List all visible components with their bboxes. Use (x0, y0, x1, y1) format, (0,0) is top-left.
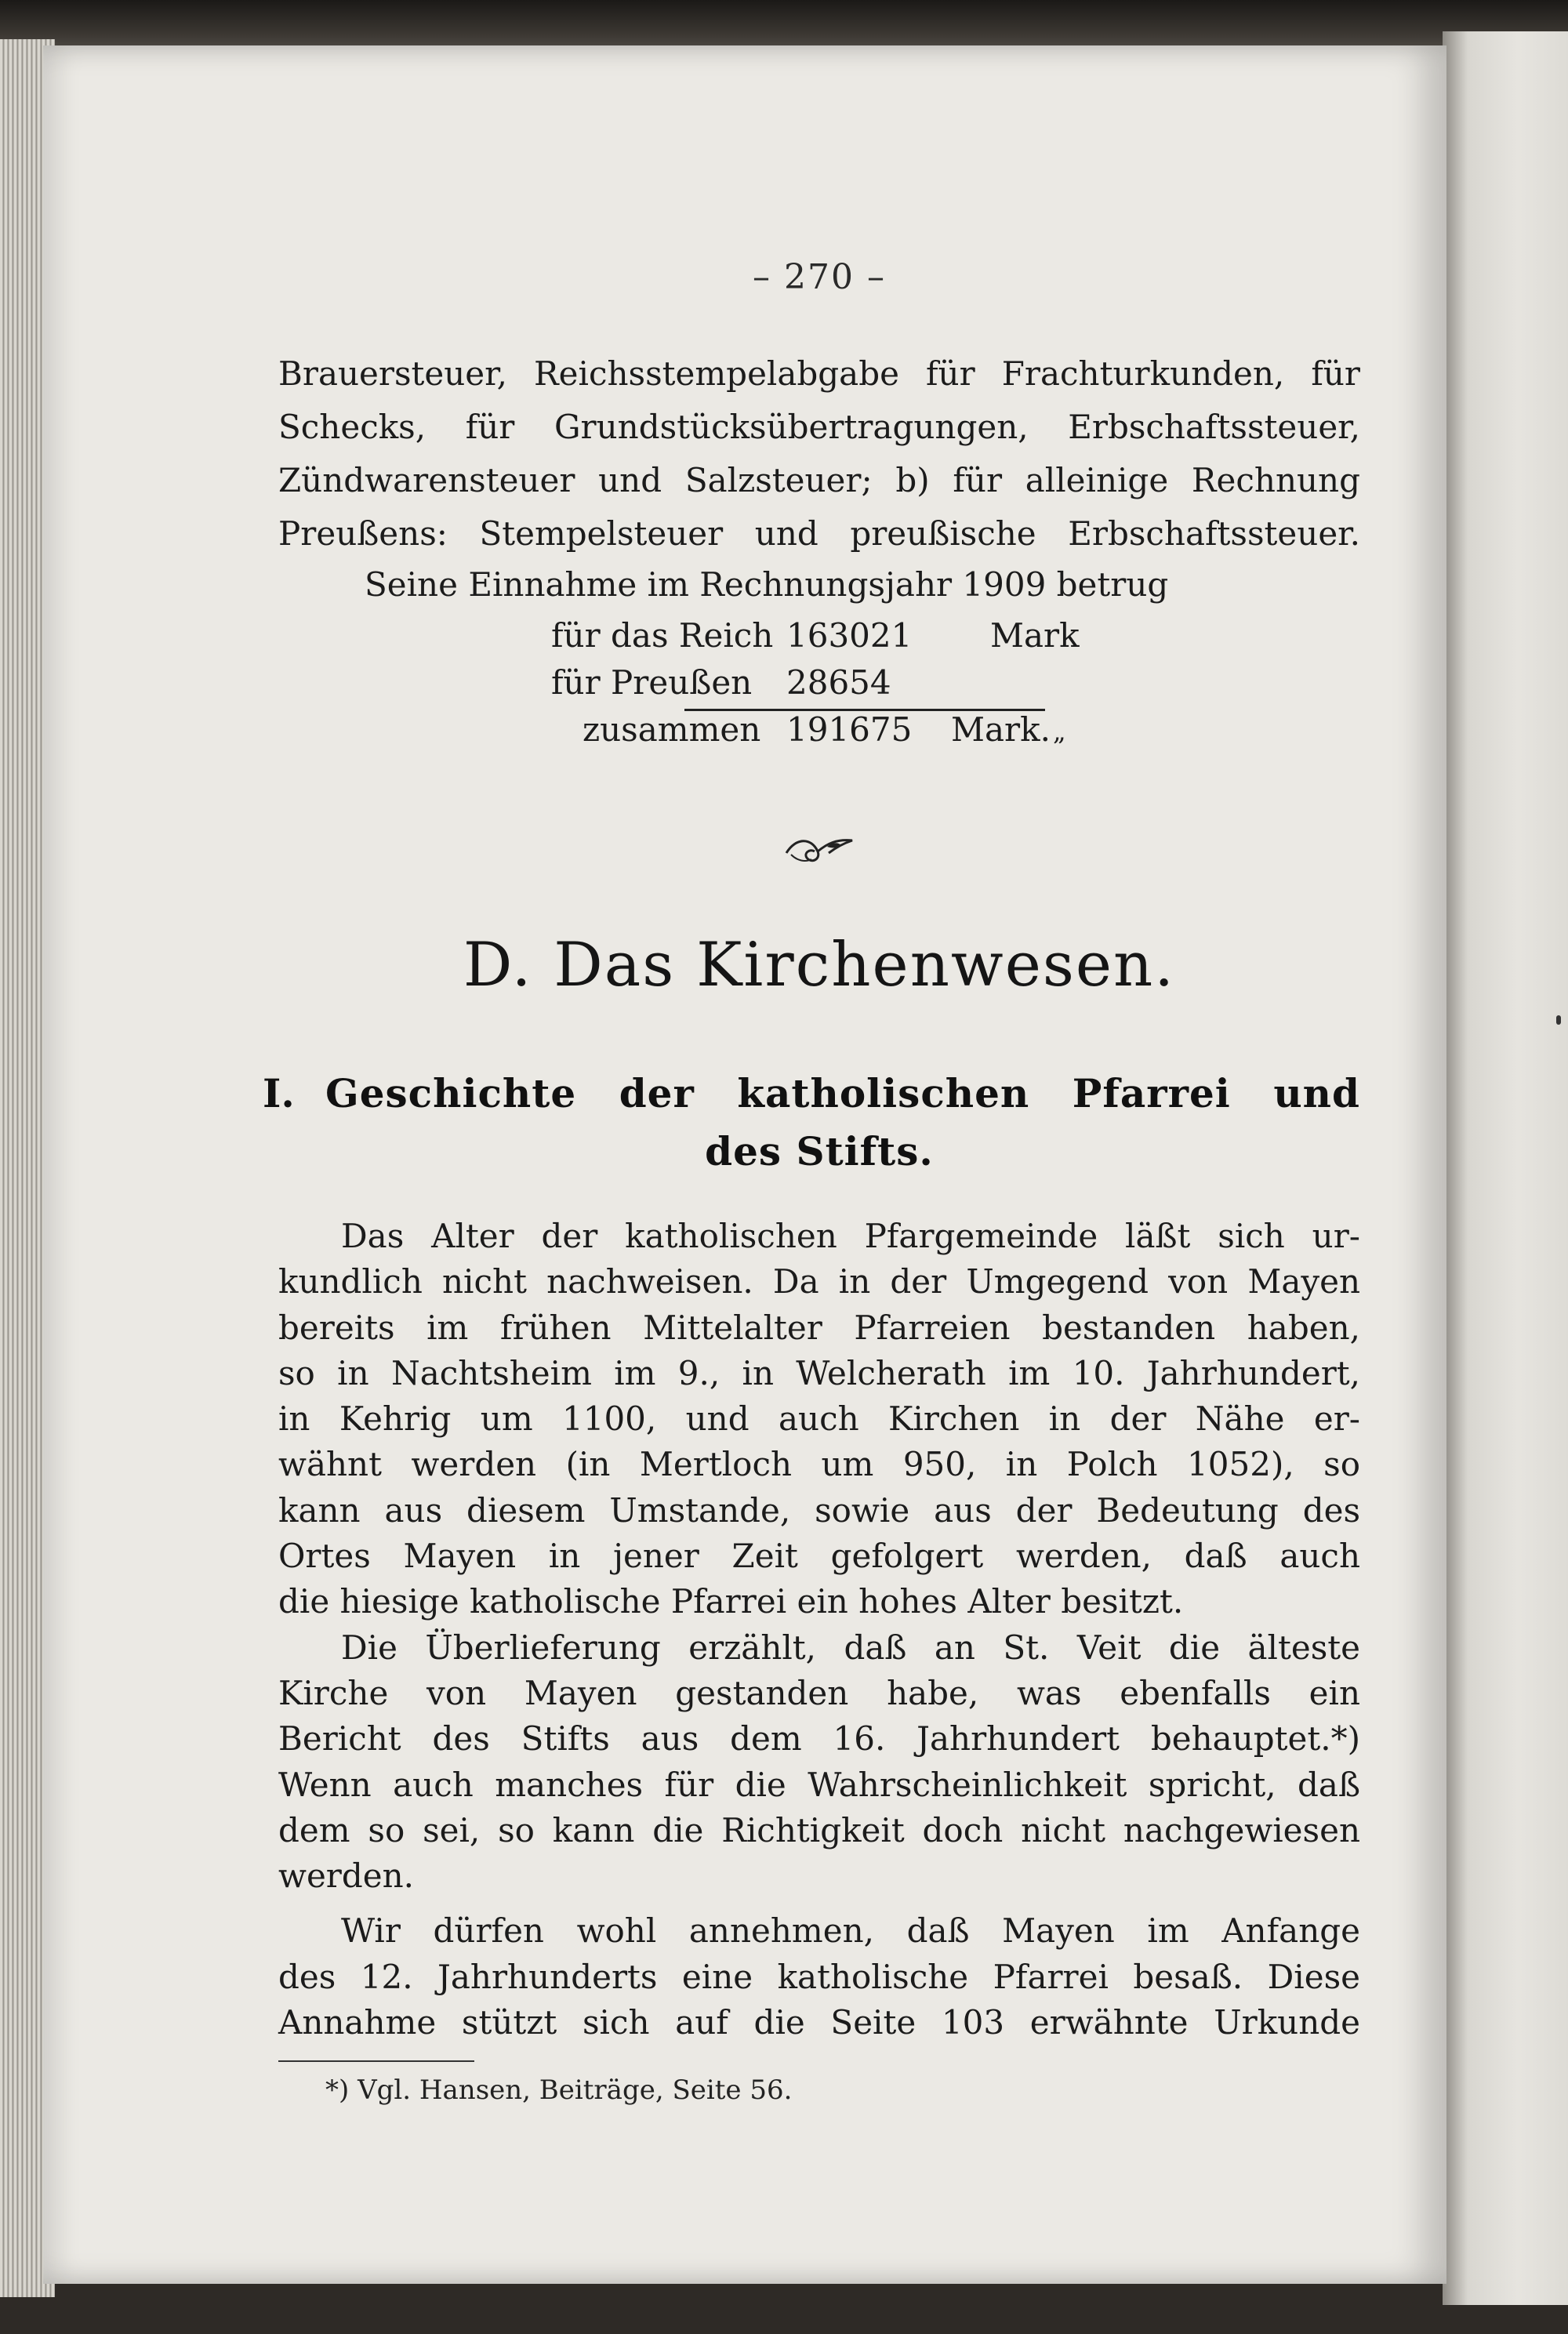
text-line: Das Alter der katholischen Pfargemeinde läßt sich ur- (341, 1217, 1360, 1255)
text-line: Ortes Mayen in jener Zeit gefolgert werden, daß auch (278, 1537, 1360, 1576)
text-line: wähnt werden (in Mertloch um 950, in Polch 1052), so (278, 1445, 1360, 1484)
subheading-line: des Stifts. (705, 1128, 934, 1174)
section-heading: D. Das Kirchenwesen. (463, 930, 1176, 1000)
book-page (43, 45, 1446, 2284)
text-line: Brauersteuer, Reichsstempelabgabe für Frachturkunden, für (278, 354, 1360, 393)
subheading-number: I. (263, 1070, 295, 1116)
text-line: bereits im frühen Mittelalter Pfarreien bestanden haben, (278, 1308, 1360, 1347)
footnote: *) Vgl. Hansen, Beiträge, Seite 56. (325, 2074, 793, 2106)
income-value: 163021 (786, 616, 913, 655)
vignette-ornament-icon (780, 829, 858, 869)
stray-mark (1556, 1015, 1561, 1025)
ditto-mark: „ (1053, 717, 1066, 746)
income-total-label: zusammen (583, 710, 761, 749)
text-line: in Kehrig um 1100, und auch Kirchen in der Nähe er- (278, 1399, 1360, 1439)
text-line: kann aus diesem Umstande, sowie aus der Bedeutung des (278, 1490, 1360, 1530)
text-line: Zündwarensteuer und Salzsteuer; b) für alleinige Rechnung (278, 461, 1360, 499)
text-line: Die Überlieferung erzählt, daß an St. Veit die älteste (341, 1628, 1360, 1667)
text-line: Wenn auch manches für die Wahrscheinlichkeit spricht, daß (278, 1765, 1360, 1804)
text-line: Annahme stützt sich auf die Seite 103 erwähnte Urkunde (278, 2003, 1360, 2042)
text-line: Schecks, für Grundstücksübertragungen, Erbschaftssteuer, (278, 408, 1360, 446)
continued-paragraph (278, 347, 1360, 561)
page-number: – 270 – (753, 257, 886, 297)
income-total-value: 191675 (786, 710, 913, 749)
text-line: Kirche von Mayen gestanden habe, was ebenfalls ein (278, 1673, 1360, 1712)
paragraph (278, 1908, 1360, 2045)
income-total-unit: Mark. (951, 710, 1051, 749)
text-line: werden. (278, 1857, 415, 1896)
adjacent-page-edge (1443, 31, 1568, 2305)
text-line: die hiesige katholische Pfarrei ein hohes Alter besitzt. (278, 1582, 1184, 1621)
paragraph (278, 1214, 1360, 1625)
text-line: kundlich nicht nachweisen. Da in der Umgegend von Mayen (278, 1262, 1360, 1301)
income-label: für das Reich (551, 616, 774, 655)
paragraph (278, 1625, 1360, 1900)
paragraph-gap (278, 1899, 1360, 1908)
text-line: Bericht des Stifts aus dem 16. Jahrhundert behauptet.*) (278, 1719, 1360, 1759)
footnote-rule (278, 2060, 474, 2062)
income-intro: Seine Einnahme im Rechnungsjahr 1909 betrug (365, 565, 1169, 604)
text-line: Wir dürfen wohl annehmen, daß Mayen im Anfange (341, 1911, 1360, 1951)
text-line: Preußens: Stempelsteuer und preußische Erbschaftssteuer. (278, 514, 1360, 553)
text-line: so in Nachtsheim im 9., in Welcherath im 10. Jahrhundert, (278, 1353, 1360, 1392)
income-label: für Preußen (551, 663, 753, 702)
subheading-line: Geschichte der katholischen Pfarrei und (325, 1070, 1360, 1116)
body-text (278, 1214, 1360, 2045)
income-unit: Mark (990, 616, 1080, 655)
income-value: 28654 (786, 663, 891, 702)
chapter-subheading (263, 1065, 1360, 1181)
text-line: dem so sei, so kann die Richtigkeit doch nicht nachgewiesen (278, 1810, 1360, 1849)
text-line: des 12. Jahrhunderts eine katholische Pfarrei besaß. Diese (278, 1957, 1360, 1996)
